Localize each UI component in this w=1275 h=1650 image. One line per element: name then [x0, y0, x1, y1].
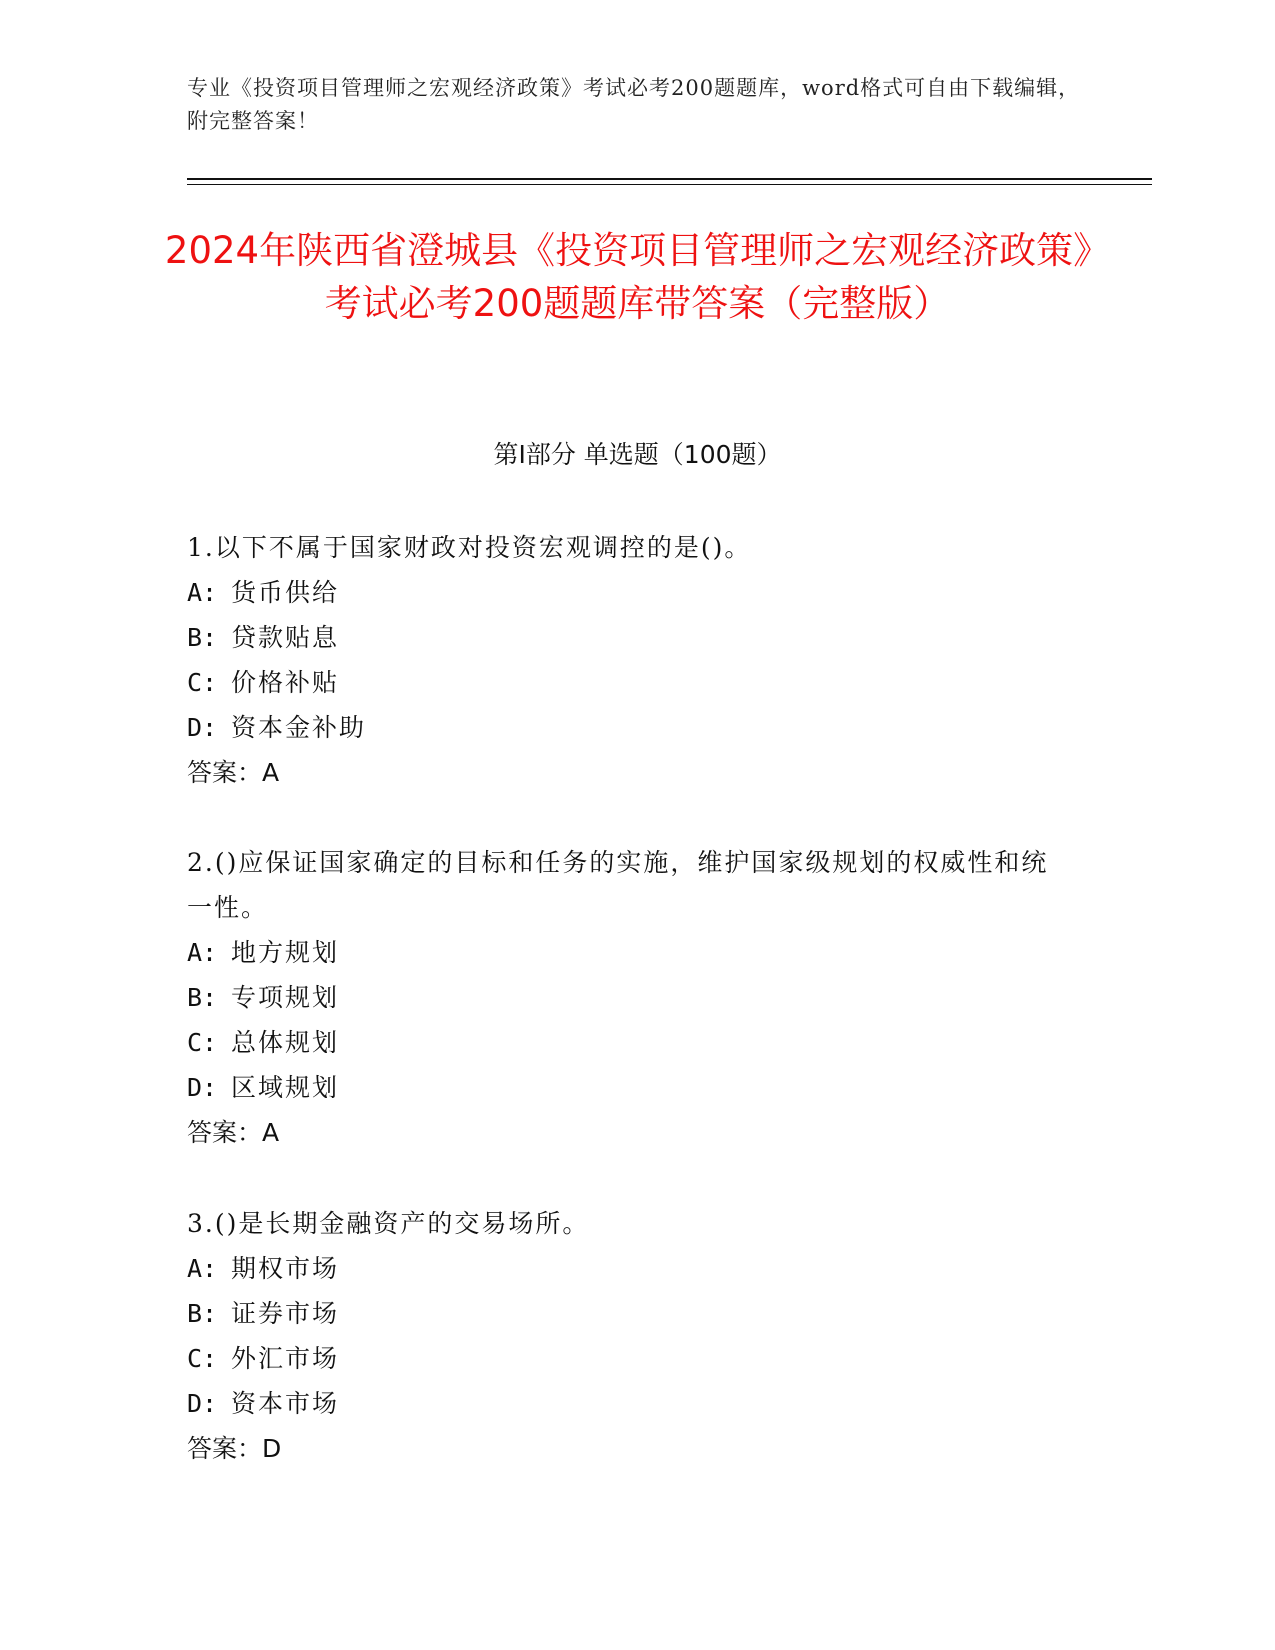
header-rule-thin — [187, 184, 1152, 185]
option-letter: B: — [187, 623, 218, 652]
option-letter: D: — [187, 1073, 218, 1102]
option-d — [187, 1065, 1067, 1110]
option-text: 外汇市场 — [231, 1344, 340, 1373]
option-b — [187, 1291, 1067, 1336]
answer-label: 答案： — [187, 1434, 263, 1463]
option-text: 货币供给 — [231, 578, 340, 607]
option-a — [187, 1246, 1067, 1291]
option-text: 专项规划 — [231, 983, 340, 1012]
option-c — [187, 660, 1067, 705]
option-letter: B: — [187, 983, 218, 1012]
option-letter: A: — [187, 938, 218, 967]
option-d — [187, 705, 1067, 750]
option-letter: A: — [187, 578, 218, 607]
option-letter: A: — [187, 1254, 218, 1283]
option-text: 资本市场 — [231, 1389, 340, 1418]
option-c — [187, 1020, 1067, 1065]
section-title: 第I部分 单选题（100题） — [493, 440, 782, 469]
option-letter: B: — [187, 1299, 218, 1328]
option-text: 总体规划 — [231, 1028, 340, 1057]
option-letter: C: — [187, 1344, 218, 1373]
option-a — [187, 930, 1067, 975]
option-c — [187, 1336, 1067, 1381]
question-3 — [187, 1201, 1067, 1471]
document-title: 2024年陕西省澄城县《投资项目管理师之宏观经济政策》考试必考200题题库带答案（完整版） — [164, 229, 1111, 325]
option-text: 价格补贴 — [231, 668, 340, 697]
answer-label: 答案： — [187, 758, 263, 787]
answer-line — [187, 1110, 1067, 1155]
option-text: 证券市场 — [231, 1299, 340, 1328]
header-note: 专业《投资项目管理师之宏观经济政策》考试必考200题题库，word格式可自由下载编辑，附完整答案！ — [187, 76, 1081, 133]
answer-value: A — [262, 1118, 280, 1147]
option-text: 区域规划 — [231, 1073, 340, 1102]
option-text: 贷款贴息 — [231, 623, 340, 652]
answer-line — [187, 1426, 1067, 1471]
question-2 — [187, 840, 1067, 1155]
option-text: 期权市场 — [231, 1254, 340, 1283]
option-letter: C: — [187, 1028, 218, 1057]
option-letter: D: — [187, 713, 218, 742]
answer-line — [187, 750, 1067, 795]
answer-label: 答案： — [187, 1118, 263, 1147]
option-letter: D: — [187, 1389, 218, 1418]
answer-value: D — [262, 1434, 282, 1463]
question-stem: 1.以下不属于国家财政对投资宏观调控的是()。 — [187, 533, 752, 562]
option-a — [187, 570, 1067, 615]
question-stem: 3.()是长期金融资产的交易场所。 — [187, 1209, 590, 1238]
answer-value: A — [262, 758, 280, 787]
question-1 — [187, 525, 1067, 795]
option-b — [187, 615, 1067, 660]
option-text: 地方规划 — [231, 938, 340, 967]
question-stem: 2.()应保证国家确定的目标和任务的实施，维护国家级规划的权威性和统一性。 — [187, 848, 1049, 922]
option-b — [187, 975, 1067, 1020]
option-text: 资本金补助 — [231, 713, 367, 742]
option-letter: C: — [187, 668, 218, 697]
header-rule-thick — [187, 178, 1152, 180]
option-d — [187, 1381, 1067, 1426]
